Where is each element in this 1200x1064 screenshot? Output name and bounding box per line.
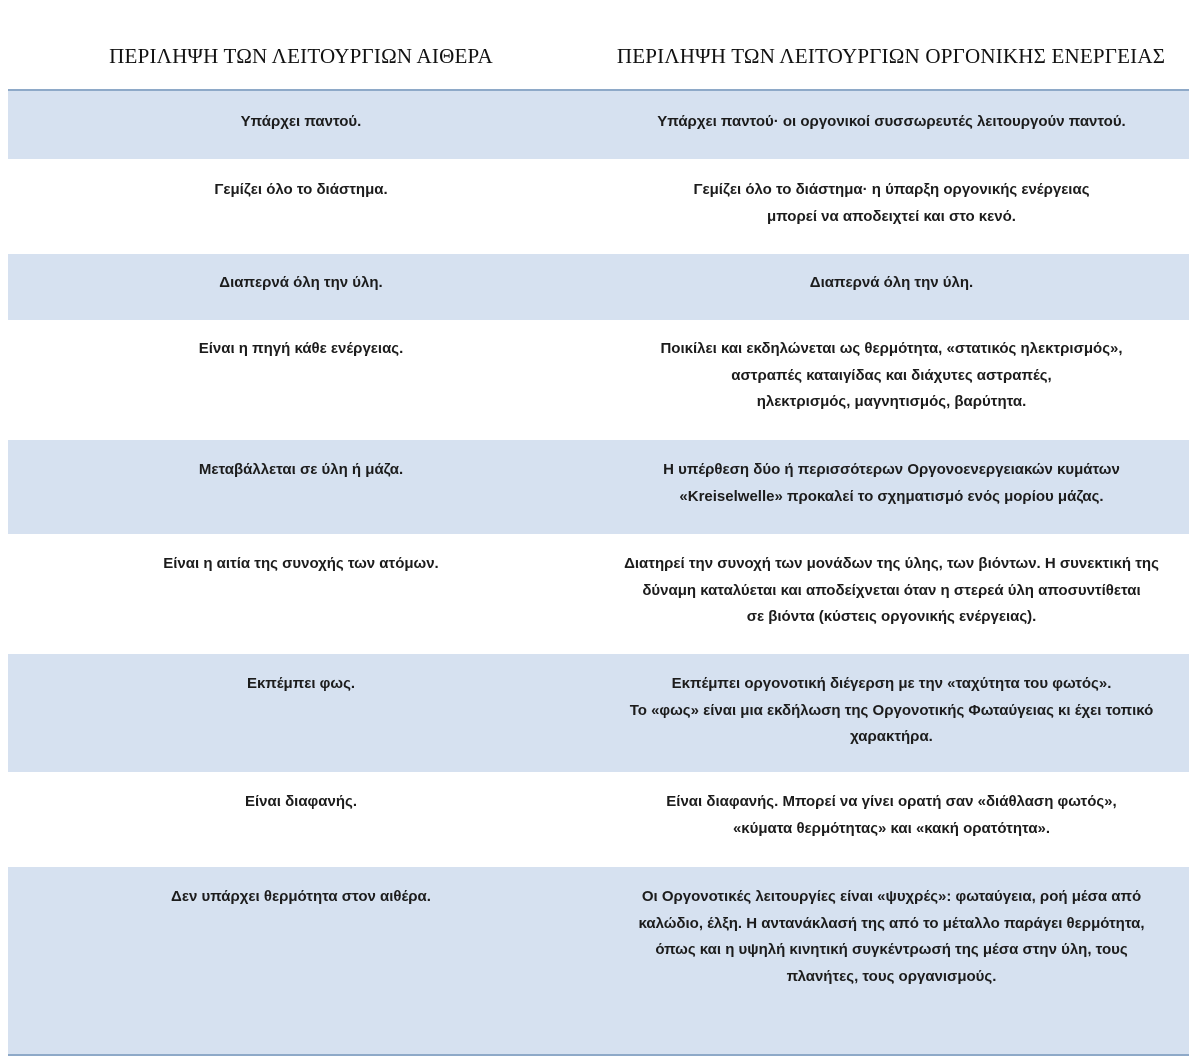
table-row [8, 91, 1189, 159]
orgone-function-cell [594, 440, 1189, 534]
table-row [8, 867, 1189, 1054]
comparison-table [8, 89, 1189, 1056]
cell-text-line: Ποικίλει και εκδηλώνεται ως θερμότητα, «στατικός ηλεκτρισμός», [660, 340, 1123, 357]
cell-text-line: Το «φως» είναι μια εκδήλωση της Οργονοτικής Φωταύγειας κι έχει τοπικό [629, 701, 1154, 719]
cell-text-line: καλώδιο, έλξη. Η αντανάκλασή της από το μέταλλο παράγει θερμότητα, [638, 914, 1145, 932]
ether-function-cell [8, 320, 594, 440]
orgone-function-cell [594, 534, 1189, 654]
ether-function-cell [8, 867, 594, 1054]
header-orgone-functions: ΠΕΡΙΛΗΨΗ ΤΩΝ ΛΕΙΤΟΥΡΓΙΩΝ ΟΡΓΟΝΙΚΗΣ ΕΝΕΡΓΕΙΑΣ [616, 44, 1166, 68]
cell-text-line: σε βιόντα (κύστεις οργονικής ενέργειας). [746, 608, 1037, 625]
table-row [8, 654, 1189, 772]
ether-function-cell [8, 654, 594, 772]
cell-text-line: Γεμίζει όλο το διάστημα. [214, 181, 388, 198]
table-row [8, 320, 1189, 440]
header-ether-functions: ΠΕΡΙΛΗΨΗ ΤΩΝ ΛΕΙΤΟΥΡΓΙΩΝ ΑΙΘΕΡΑ [109, 44, 493, 68]
cell-text-line: δύναμη καταλύεται και αποδείχνεται όταν η στερεά ύλη αποσυντίθεται [642, 581, 1141, 599]
orgone-function-cell [594, 159, 1189, 254]
table-row [8, 254, 1189, 320]
cell-text-line: Υπάρχει παντού. [240, 113, 362, 130]
cell-text-line: Εκπέμπει οργονοτική διέγερση με την «ταχύτητα του φωτός». [671, 675, 1112, 692]
ether-function-cell [8, 159, 594, 254]
cell-text-line: χαρακτήρα. [850, 728, 933, 745]
ether-function-cell [8, 534, 594, 654]
table-row [8, 159, 1189, 254]
ether-function-cell [8, 440, 594, 534]
cell-text-line: Υπάρχει παντού· οι οργονικοί συσσωρευτές λειτουργούν παντού. [657, 113, 1126, 130]
ether-function-cell [8, 91, 594, 159]
table-row [8, 534, 1189, 654]
cell-text-line: Η υπέρθεση δύο ή περισσότερων Οργονοενεργειακών κυμάτων [663, 461, 1120, 478]
cell-text-line: «Kreiselwelle» προκαλεί το σχηματισμό ενός μορίου μάζας. [679, 487, 1104, 505]
cell-text-line: ηλεκτρισμός, μαγνητισμός, βαρύτητα. [756, 393, 1027, 410]
cell-text-line: Γεμίζει όλο το διάστημα· η ύπαρξη οργονικής ενέργειας [693, 181, 1090, 198]
cell-text-line: Είναι η αιτία της συνοχής των ατόμων. [163, 555, 439, 572]
cell-text-line: Είναι η πηγή κάθε ενέργειας. [198, 340, 404, 357]
table-row [8, 440, 1189, 534]
cell-text-line: όπως και η υψηλή κινητική συγκέντρωσή της μέσα στην ύλη, τους [655, 941, 1128, 958]
ether-function-cell [8, 254, 594, 320]
cell-text-line: Διατηρεί την συνοχή των μονάδων της ύλης, των βιόντων. Η συνεκτική της [624, 555, 1159, 572]
orgone-function-cell [594, 867, 1189, 1054]
table-row [8, 772, 1189, 867]
cell-text-line: Είναι διαφανής. Μπορεί να γίνει ορατή σαν «διάθλαση φωτός», [666, 793, 1117, 810]
orgone-function-cell [594, 91, 1189, 159]
table-header [0, 0, 1200, 90]
cell-text-line: Διαπερνά όλη την ύλη. [219, 274, 383, 291]
cell-text-line: Εκπέμπει φως. [246, 675, 356, 692]
cell-text-line: Είναι διαφανής. [245, 793, 357, 810]
orgone-function-cell [594, 320, 1189, 440]
cell-text-line: Οι Οργονοτικές λειτουργίες είναι «ψυχρές»: φωταύγεια, ροή μέσα από [641, 888, 1142, 905]
cell-text-line: αστραπές καταιγίδας και διάχυτες αστραπές, [731, 366, 1052, 384]
orgone-function-cell [594, 254, 1189, 320]
orgone-function-cell [594, 654, 1189, 772]
cell-text-line: πλανήτες, τους οργανισμούς. [786, 967, 997, 985]
ether-function-cell [8, 772, 594, 867]
orgone-function-cell [594, 772, 1189, 867]
cell-text-line: Διαπερνά όλη την ύλη. [809, 274, 974, 291]
cell-text-line: Μεταβάλλεται σε ύλη ή μάζα. [198, 461, 404, 478]
cell-text-line: Δεν υπάρχει θερμότητα στον αιθέρα. [171, 888, 431, 905]
cell-text-line: «κύματα θερμότητας» και «κακή ορατότητα». [732, 819, 1051, 837]
cell-text-line: μπορεί να αποδειχτεί και στο κενό. [767, 207, 1016, 225]
